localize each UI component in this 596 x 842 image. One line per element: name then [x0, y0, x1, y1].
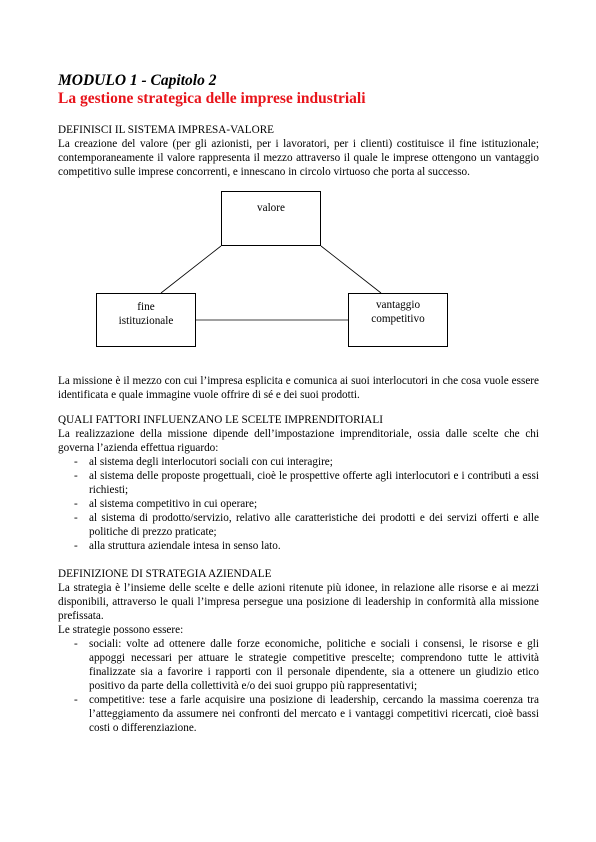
strategia-lead: Le strategie possono essere:	[58, 624, 184, 636]
diagram-label-vantaggio: vantaggio	[375, 299, 421, 311]
strategie-list	[58, 637, 539, 735]
connector-valore-vantaggio	[321, 246, 381, 293]
list-item: - al sistema competitivo in cui operare;	[58, 497, 539, 511]
section-title-impresa-valore: DEFINISCI IL SISTEMA IMPRESA-VALORE	[58, 124, 274, 136]
chapter-title: La gestione strategica delle imprese industriali	[58, 90, 366, 107]
list-item: - competitive: tese a farle acquisire una posizione di leadership, cercando la massima coerenza tra l’atteggiamento da assumere nei confronti del mercato e i vantaggi competitivi ricercati, cioè bassi costi o differenziazione.	[58, 693, 539, 735]
section-title-strategia: DEFINIZIONE DI STRATEGIA AZIENDALE	[58, 568, 272, 580]
diagram-box-valore	[221, 191, 321, 246]
module-heading: MODULO 1 - Capitolo 2	[58, 72, 217, 89]
list-item: - al sistema di prodotto/servizio, relativo alle caratteristiche dei prodotti e dei servizi offerti e alle politiche di prezzo praticate;	[58, 511, 539, 539]
value-triangle-diagram	[58, 179, 539, 374]
diagram-box-vantaggio-competitivo	[348, 293, 448, 347]
diagram-label-competitivo: competitivo	[371, 313, 425, 325]
list-item: - al sistema degli interlocutori sociali con cui interagire;	[58, 455, 539, 469]
impresa-valore-text: La creazione del valore (per gli azionisti, per i lavoratori, per i clienti) costituisce il fine istituzionale; contemporaneamente il valore rappresenta il mezzo attraverso il quale le imprese ottengono un vantaggio competitivo sulle imprese concorrenti, e innescano in circolo virtuoso che porta al successo.	[58, 138, 539, 178]
diagram-box-fine-istituzionale	[96, 293, 196, 347]
mission-text: La missione è il mezzo con cui l’impresa esplicita e comunica ai suoi interlocutori in che cosa vuole essere identificata e quale immagine vuole offrire di sé e dei suoi prodotti.	[58, 375, 539, 401]
fattori-list	[58, 455, 539, 553]
document-content	[58, 72, 539, 735]
section-title-fattori: QUALI FATTORI INFLUENZANO LE SCELTE IMPRENDITORIALI	[58, 414, 383, 426]
diagram-label-valore: valore	[257, 202, 285, 214]
fattori-intro: La realizzazione della missione dipende dell’impostazione imprenditoriale, ossia dalle scelte che chi governa l’azienda effettua riguardo:	[58, 428, 539, 454]
list-item: - sociali: volte ad ottenere dalle forze economiche, politiche e sociali i consensi, le risorse e gli appoggi necessari per attuare le strategie competitive prescelte; comprendono tutte le attività finalizzate sia a favorire i rapporti con il personale dipendente, sia a ottenere un giudizio etico positivo da parte della collettività e/o dei suoi gruppo più rappresentativi;	[58, 637, 539, 693]
diagram-label-istituzionale: istituzionale	[118, 315, 174, 327]
list-item: - al sistema delle proposte progettuali, cioè le prospettive offerte agli interlocutori e i contributi a essi richiesti;	[58, 469, 539, 497]
diagram-label-fine: fine	[137, 301, 155, 313]
strategia-intro: La strategia è l’insieme delle scelte e delle azioni ritenute più idonee, in relazione alle risorse e ai mezzi disponibili, attraverso le quali l’impresa persegue una posizione di leadership in conformità alla missione prefissata.	[58, 582, 539, 622]
list-item: - alla struttura aziendale intesa in senso lato.	[58, 539, 539, 553]
connector-valore-fine	[161, 246, 221, 293]
